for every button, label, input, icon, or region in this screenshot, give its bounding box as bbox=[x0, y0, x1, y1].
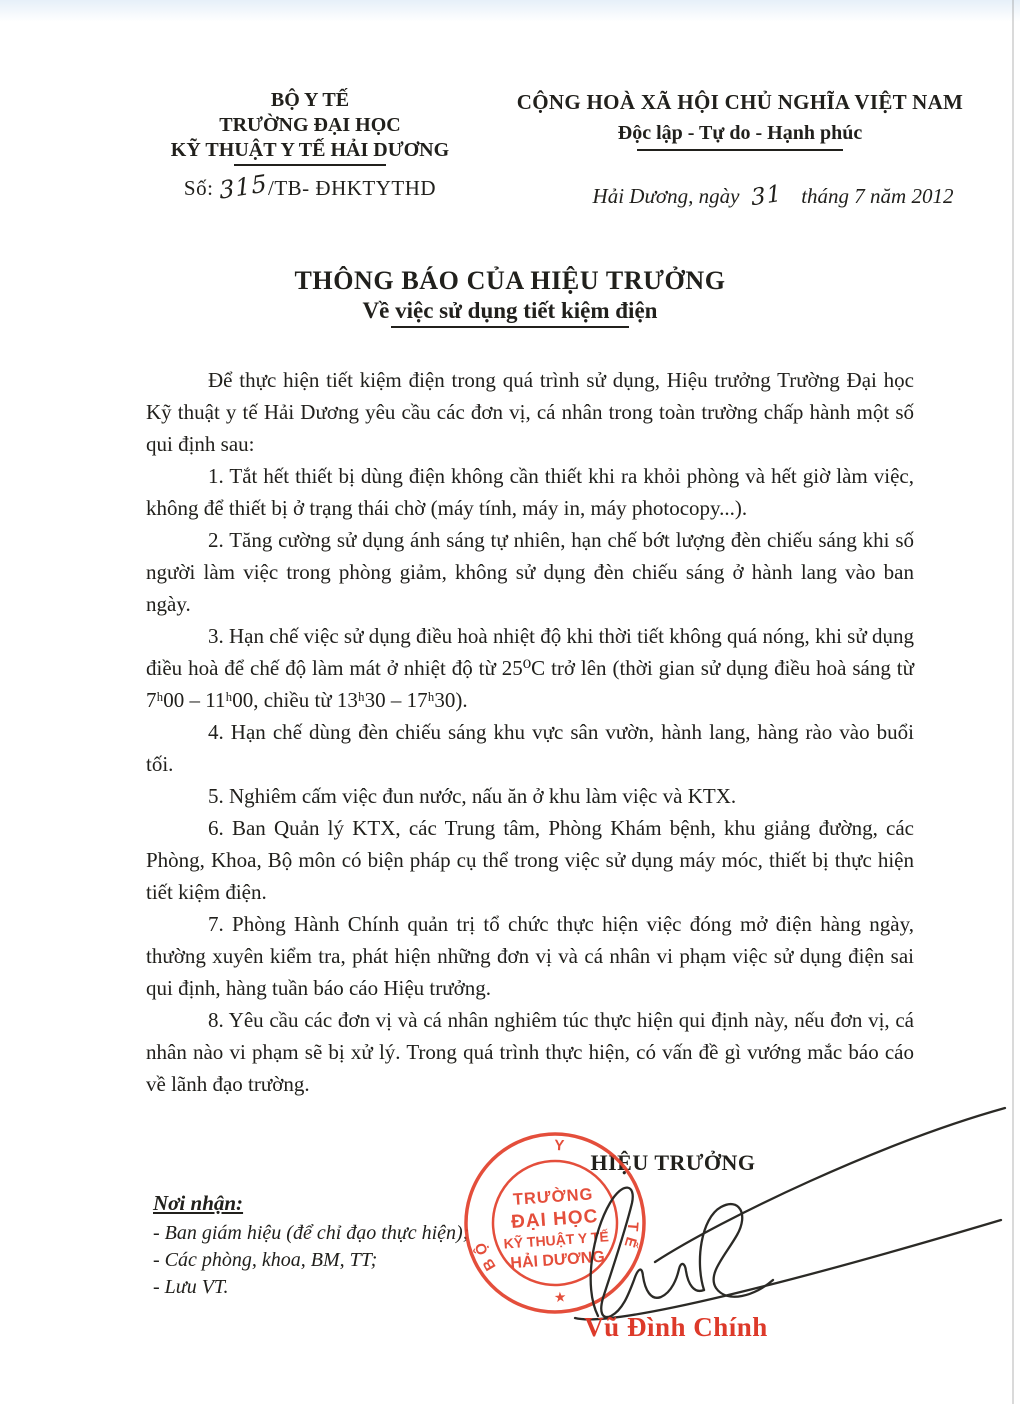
org-underline bbox=[234, 164, 386, 166]
stamp-ring-left-text: BỘ bbox=[470, 1235, 500, 1274]
date-day-handwritten: 31 bbox=[749, 180, 783, 212]
stamp-ring-top-text: Y bbox=[553, 1136, 565, 1155]
document-number-handwritten: 315 bbox=[218, 169, 269, 205]
regulation-item-8: 8. Yêu cầu các đơn vị và cá nhân nghiêm túc thực hiện qui định này, nếu đơn vị, cá nhân nào vi phạm sẽ bị xử lý. Trong quá trình thực hiện, có vấn đề gì vướng mắc báo cáo về lãnh đạo trường. bbox=[146, 1008, 914, 1096]
document-title-block bbox=[0, 266, 1020, 328]
document-title: THÔNG BÁO CỦA HIỆU TRƯỞNG bbox=[294, 266, 726, 295]
recipient-item: - Ban giám hiệu (để chỉ đạo thực hiện); bbox=[153, 1222, 470, 1244]
intro-paragraph: Để thực hiện tiết kiệm điện trong quá trình sử dụng, Hiệu trưởng Trường Đại học Kỹ thuật y tế Hải Dương yêu cầu các đơn vị, cá nhân trong toàn trường chấp hành một số qui định sau: bbox=[146, 368, 914, 456]
stamp-ring-right-text: TẾ bbox=[619, 1221, 642, 1255]
stamp-inner-line-1: TRƯỜNG bbox=[512, 1185, 594, 1209]
document-number bbox=[128, 169, 492, 205]
org-line-ministry: BỘ Y TẾ bbox=[270, 89, 350, 111]
recipient-item: - Lưu VT. bbox=[153, 1276, 229, 1298]
regulation-item-4: 4. Hạn chế dùng đèn chiếu sáng khu vực sân vườn, hành lang, hàng rào vào buổi tối. bbox=[146, 720, 914, 776]
document-number-label: Số: bbox=[183, 176, 214, 200]
title-underline bbox=[391, 326, 629, 328]
regulation-item-3: 3. Hạn chế việc sử dụng điều hoà nhiệt độ khi thời tiết không quá nóng, khi sử dụng điều hoà để chế độ làm mát ở nhiệt độ từ 25⁰C trở lên (thời gian sử dụng điều hoà sáng từ 7ʰ00 – 11ʰ00, chiều từ 13ʰ30 – 17ʰ30). bbox=[146, 624, 914, 712]
national-title: CỘNG HOÀ XÃ HỘI CHỦ NGHĨA VIỆT NAM bbox=[516, 90, 964, 114]
stamp-star-icon: ★ bbox=[553, 1290, 568, 1307]
recipient-item: - Các phòng, khoa, BM, TT; bbox=[153, 1249, 378, 1271]
regulation-item-7: 7. Phòng Hành Chính quản trị tổ chức thực hiện việc đóng mở điện hàng ngày, thường xuyên kiểm tra, phát hiện những đơn vị và cá nhân vi phạm việc sử dụng điện sai qui định, hàng tuần báo cáo Hiệu trưởng. bbox=[146, 912, 914, 1000]
handwritten-signature-icon bbox=[553, 1090, 1013, 1335]
issuing-org-block bbox=[128, 88, 492, 205]
org-line-university: TRƯỜNG ĐẠI HỌC bbox=[219, 114, 401, 136]
date-prefix: Hải Dương, ngày bbox=[592, 184, 740, 208]
signer-name: Vũ Đình Chính bbox=[584, 1312, 768, 1342]
regulation-item-2: 2. Tăng cường sử dụng ánh sáng tự nhiên, hạn chế bớt lượng đèn chiếu sáng khi số người làm việc trong phòng giảm, không sử dụng đèn chiếu sáng ở hành lang vào ban ngày. bbox=[146, 528, 914, 616]
national-motto: Độc lập - Tự do - Hạnh phúc bbox=[617, 122, 863, 144]
date-suffix: tháng 7 năm 2012 bbox=[801, 184, 954, 208]
stamp-inner-line-4: HẢI DƯƠNG bbox=[509, 1248, 606, 1273]
motto-underline bbox=[637, 149, 843, 151]
scan-artifact-top bbox=[0, 0, 1020, 22]
org-line-school: KỸ THUẬT Y TẾ HẢI DƯƠNG bbox=[170, 139, 450, 161]
signer-position-title: HIỆU TRƯỞNG bbox=[590, 1150, 756, 1175]
document-subtitle: Về việc sử dụng tiết kiệm điện bbox=[362, 298, 658, 323]
recipients-block bbox=[153, 1190, 469, 1301]
stamp-inner-line-2: ĐẠI HỌC bbox=[510, 1205, 599, 1234]
regulation-item-6: 6. Ban Quản lý KTX, các Trung tâm, Phòng Khám bệnh, khu giảng đường, các Phòng, Khoa, Bộ môn có biện pháp cụ thể trong việc sử dụng máy móc, thiết bị thực hiện tiết kiệm điện. bbox=[146, 816, 914, 904]
regulation-item-5: 5. Nghiêm cấm việc đun nước, nấu ăn ở khu làm việc và KTX. bbox=[208, 784, 737, 808]
document-number-suffix: /TB- ĐHKTYTHD bbox=[268, 176, 437, 200]
regulation-item-1: 1. Tắt hết thiết bị dùng điện không cần thiết khi ra khỏi phòng và hết giờ làm việc, không để thiết bị ở trạng thái chờ (máy tính, máy in, máy photocopy...). bbox=[146, 464, 914, 520]
place-date-line bbox=[478, 180, 1002, 212]
stamp-inner-line-3: KỸ THUẬT Y TẾ bbox=[503, 1228, 610, 1252]
document-body bbox=[146, 364, 914, 1100]
recipients-heading: Nơi nhận: bbox=[153, 1191, 244, 1215]
national-header-block bbox=[478, 90, 1002, 212]
